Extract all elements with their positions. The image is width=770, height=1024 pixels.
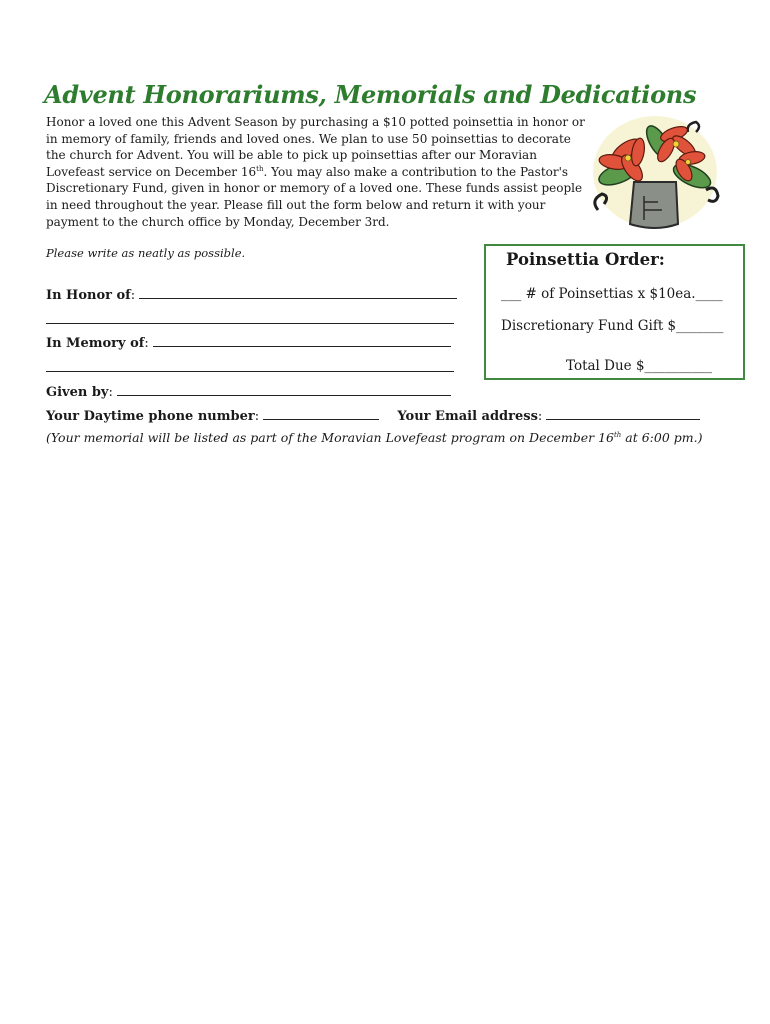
footnote: (Your memorial will be listed as part of the Moravian Lovefeast program on December 16th at 6:00 pm.) (46, 430, 703, 445)
email-line[interactable] (546, 406, 700, 420)
intro-text-1: Honor a loved one this Advent Season by purchasing a $10 potted poinsettia in honor or in memory of family, friends and loved ones. We plan to use 50 poinsettias to decorate the church for Advent. You will be able to pick up poinsettias after our Moravian Lovefeast service on December 16 (46, 115, 585, 179)
contact-row (46, 406, 700, 424)
total-due-line[interactable]: Total Due $__________ (566, 358, 713, 374)
given-by-label: Given by (46, 385, 109, 400)
poinsettia-count-line[interactable]: ___ # of Poinsettias x $10ea.____ (501, 286, 723, 302)
intro-paragraph (46, 114, 586, 230)
footnote-superscript: th (613, 431, 622, 439)
memory-line[interactable] (153, 333, 451, 347)
intro-text-2: . You may also make a contribution to the Pastor's Discretionary Fund, given in honor or memory of a loved one. These funds assist people in need throughout the year. Please fill out the form below and return it with your payment to the church office by Monday, December 3rd. (46, 164, 583, 229)
given-by-line[interactable] (117, 382, 451, 396)
honor-field[interactable]: In Honor of: (46, 285, 457, 303)
phone-field[interactable]: Your Daytime phone number: (46, 409, 379, 424)
memory-line-2[interactable] (46, 371, 454, 372)
page-title: Advent Honorariums, Memorials and Dedications (44, 80, 697, 109)
honor-line-2[interactable] (46, 323, 454, 324)
phone-label: Your Daytime phone number (46, 409, 255, 424)
given-by-field[interactable]: Given by: (46, 382, 451, 400)
phone-line[interactable] (263, 406, 379, 420)
order-title: Poinsettia Order: (506, 250, 665, 269)
discretionary-fund-line[interactable]: Discretionary Fund Gift $_______ (501, 318, 724, 334)
intro-superscript: th (256, 164, 264, 173)
memory-field[interactable]: In Memory of: (46, 333, 451, 351)
email-label: Your Email address (397, 409, 538, 424)
honor-label: In Honor of (46, 288, 131, 303)
poinsettia-order-box (484, 244, 745, 380)
email-field[interactable]: Your Email address: (397, 409, 700, 424)
neatly-note: Please write as neatly as possible. (46, 246, 246, 260)
honor-line[interactable] (139, 285, 457, 299)
memory-label: In Memory of (46, 336, 145, 351)
poinsettia-pot-icon (588, 112, 722, 234)
